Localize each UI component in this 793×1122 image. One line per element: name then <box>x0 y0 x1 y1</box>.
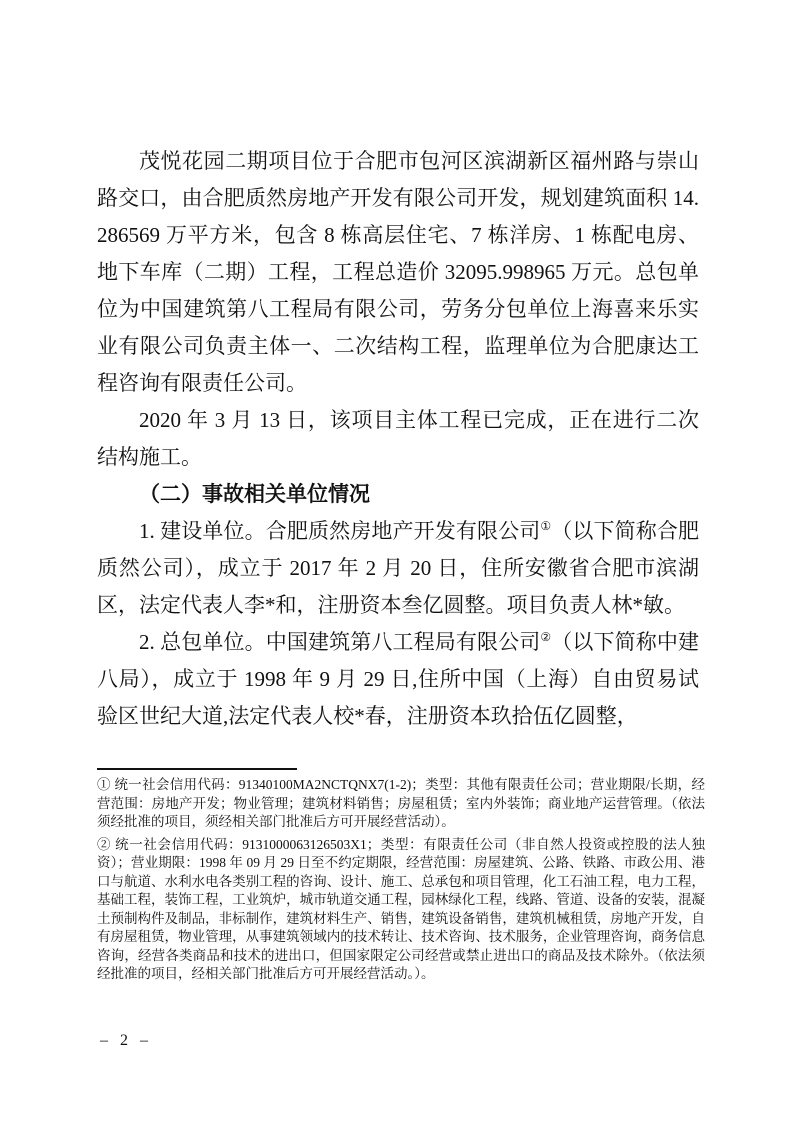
paragraph-construction-unit <box>97 513 699 624</box>
paragraph-text: （以下简称中建八局），成立于 1998 年 9 月 29 日,住所中国（上海）自由贸易试验区世纪大道,法定代表人校*春，注册资本玖拾伍亿圆整， <box>97 630 700 728</box>
paragraph-progress: 2020 年 3 月 13 日，该项目主体工程已完成，正在进行二次结构施工。 <box>97 408 699 469</box>
paragraph-text: 1. 建设单位。合肥质然房地产开发有限公司 <box>139 519 541 543</box>
footnote-ref-2: ② <box>540 630 552 644</box>
paragraph-contractor-unit <box>97 624 699 735</box>
page-number: – 2 – <box>100 1032 152 1049</box>
footnotes-section <box>97 768 705 984</box>
footnote-1: ① 统一社会信用代码：91340100MA2NCTQNX7(1-2)；类型：其他有限责任公司；营业期限/长期，经营范围：房地产开发；物业管理；建筑材料销售；房屋租赁；室内外装饰；商业地产运营管理。（依法须经批准的项目，须经相关部门批准后方可开展经营活动）。 <box>97 777 705 829</box>
paragraph-text: 2. 总包单位。中国建筑第八工程局有限公司 <box>139 630 541 654</box>
footnote-separator <box>97 768 297 770</box>
footnote-ref-1: ① <box>540 519 552 533</box>
document-body <box>97 143 699 735</box>
paragraph-text: （以下简称合肥质然公司），成立于 2017 年 2 月 20 日，住所安徽省合肥市滨湖区，法定代表人李*和，注册资本叁亿圆整。项目负责人林*敏。 <box>97 519 700 617</box>
footnote-2: ② 统一社会信用代码：9131000063126503X1；类型：有限责任公司（非自然人投资或控股的法人独资）；营业期限：1998 年 09 月 29 日至不约定期限，经营范围：房屋建筑、公路、铁路、市政公用、港口与航道、水利水电各类别工程的咨询、设计、施工、总承包和项目管理，化工石油工程，电力工程，基础工程，装饰工程，工业筑炉，城市轨道交通工程，园林绿化工程，线路、管道、设备的安装，混凝土预制构件及制品，非标制作，建筑材料生产、销售，建筑设备销售，建筑机械租赁，房地产开发，自有房屋租赁，物业管理，从事建筑领域内的技术转让、技术咨询、技术服务，企业管理咨询，商务信息咨询，经营各类商品和技术的进出口，但国家限定公司经营或禁止进出口的商品及技术除外。（依法须经批准的项目，经相关部门批准后方可开展经营活动。）。 <box>97 836 705 981</box>
section-heading: （二）事故相关单位情况 <box>139 482 370 506</box>
paragraph-project-overview: 茂悦花园二期项目位于合肥市包河区滨湖新区福州路与崇山路交口，由合肥质然房地产开发有限公司开发，规划建筑面积 14.286569 万平方米，包含 8 栋高层住宅、7 栋洋房、1 栋配电房、地下车库（二期）工程，工程总造价 32095.998965 万元。总包单位为中国建筑第八工程局有限公司，劳务分包单位上海喜来乐实业有限公司负责主体一、二次结构工程，监理单位为合肥康达工程咨询有限责任公司。 <box>97 149 699 395</box>
